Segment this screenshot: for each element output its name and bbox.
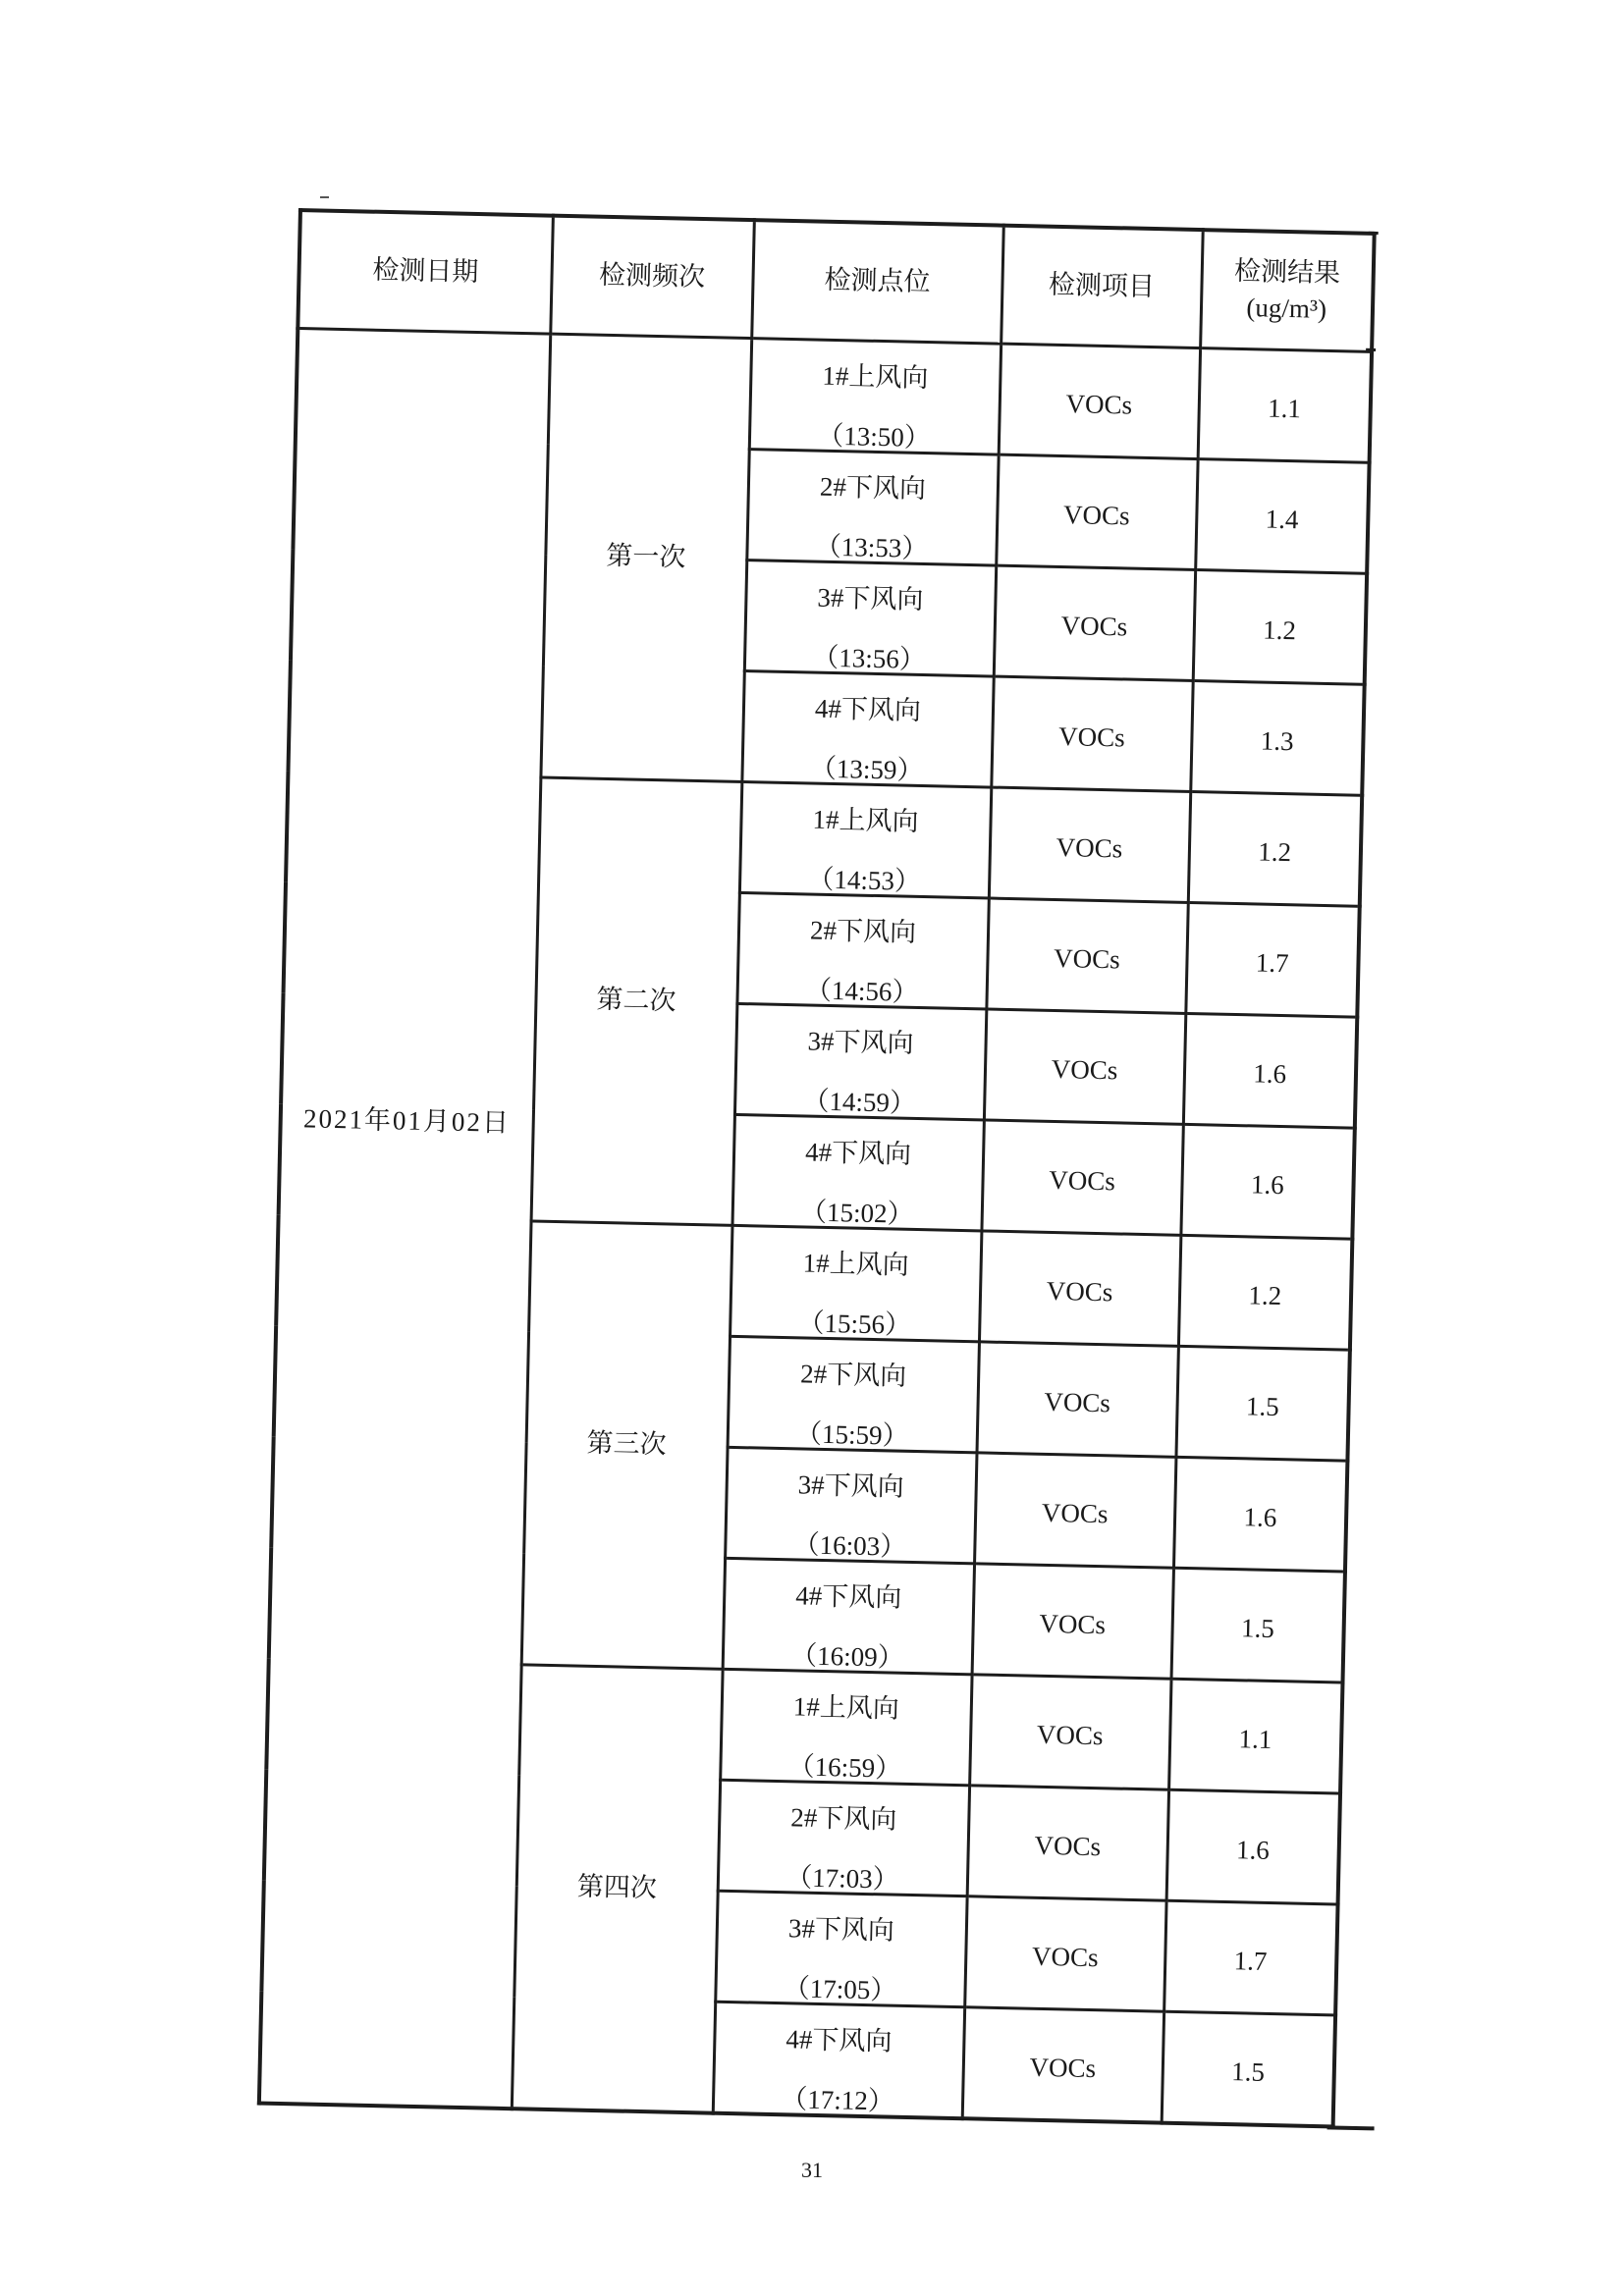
point-time: （14:56） [804,974,919,1007]
point-time: （15:02） [799,1196,914,1229]
item-cell: VOCs [991,676,1192,791]
table-border-extension [1366,348,1376,351]
point-cell [713,2002,964,2118]
point-cell [739,781,991,898]
voc-results-table [257,208,1377,2128]
point-label: 3#下风向 [787,1912,895,1946]
point-time: （15:59） [794,1417,909,1451]
header-result-unit: (ug/m³) [1246,293,1327,325]
header-date: 检测日期 [298,210,553,334]
result-cell: 1.2 [1178,1235,1352,1350]
point-label: 2#下风向 [790,1801,897,1835]
point-cell [720,1669,971,1786]
point-label: 2#下风向 [799,1358,907,1391]
result-cell: 1.6 [1173,1457,1347,1572]
point-label: 4#下风向 [814,693,922,725]
header-item: 检测项目 [1001,226,1203,347]
point-cell [744,560,996,676]
point-time: （17:03） [785,1861,900,1895]
point-cell [749,338,1001,454]
item-cell: VOCs [977,1341,1178,1456]
point-label: 1#上风向 [812,804,919,836]
item-cell: VOCs [989,787,1190,902]
item-cell: VOCs [986,897,1187,1012]
table-border-extension [1327,2125,1375,2130]
table-border-extension [1369,232,1379,235]
point-cell [741,670,993,787]
point-label: 1#上风向 [792,1690,900,1724]
point-label: 1#上风向 [802,1247,909,1280]
item-cell: VOCs [996,454,1197,569]
result-cell: 1.2 [1188,791,1362,906]
point-label: 3#下风向 [797,1468,905,1502]
header-result-label: 检测结果 [1233,255,1341,288]
result-cell: 1.5 [1171,1568,1345,1682]
item-cell: VOCs [972,1563,1173,1678]
result-cell: 1.3 [1190,680,1364,795]
result-cell: 1.5 [1175,1346,1349,1461]
point-time: （14:53） [807,863,922,896]
point-time: （16:03） [792,1528,907,1562]
point-time: （13:50） [816,420,932,453]
result-cell: 1.4 [1195,458,1369,573]
point-time: （16:09） [789,1639,905,1673]
point-cell [728,1336,979,1453]
point-cell [732,1114,984,1231]
result-cell: 1.7 [1164,1900,1337,2015]
point-label: 3#下风向 [807,1026,914,1058]
item-cell: VOCs [969,1674,1170,1789]
frequency-cell: 第二次 [531,777,742,1225]
item-cell: VOCs [974,1452,1175,1567]
frequency-cell: 第一次 [540,334,751,781]
point-cell [736,892,988,1009]
point-cell [723,1558,974,1675]
item-cell: VOCs [979,1230,1180,1345]
item-cell: VOCs [962,2006,1164,2122]
point-cell [746,449,998,565]
item-cell: VOCs [981,1119,1182,1234]
result-cell: 1.5 [1162,2011,1335,2126]
result-cell: 1.7 [1185,902,1359,1017]
result-cell: 1.1 [1168,1679,1342,1793]
point-cell [715,1891,966,2007]
item-cell: VOCs [964,1896,1165,2010]
table-row [296,328,1372,462]
point-label: 1#上风向 [822,360,929,393]
page-number: 31 [801,2158,823,2182]
point-label: 3#下风向 [817,582,924,614]
point-time: （17:05） [783,1972,897,2005]
result-cell: 1.2 [1193,569,1367,684]
item-cell: VOCs [967,1785,1168,1899]
header-frequency: 检测频次 [550,216,754,338]
scan-mark [320,196,329,198]
point-cell [718,1780,969,1896]
point-cell [734,1003,986,1120]
item-cell: VOCs [994,565,1195,680]
header-point: 检测点位 [751,220,1003,344]
point-time: （14:59） [802,1085,917,1118]
point-label: 4#下风向 [804,1136,912,1169]
point-time: （17:12） [781,2083,895,2116]
point-label: 4#下风向 [794,1579,902,1613]
point-time: （16:59） [787,1750,902,1784]
point-time: （13:53） [814,531,929,563]
point-cell [730,1225,981,1342]
point-label: 4#下风向 [785,2023,893,2056]
point-time: （13:59） [809,753,924,785]
result-cell: 1.6 [1180,1124,1354,1239]
point-label: 2#下风向 [819,471,927,504]
result-cell: 1.6 [1183,1013,1357,1128]
item-cell: VOCs [999,344,1200,458]
point-label: 2#下风向 [809,915,917,947]
point-time: （13:56） [812,642,927,674]
point-cell [725,1447,976,1564]
date-cell: 2021年01月02日 [259,328,550,2109]
item-cell: VOCs [984,1008,1185,1123]
result-cell: 1.6 [1166,1789,1340,1904]
table-wrapper [257,208,1373,2128]
result-cell: 1.1 [1198,347,1372,462]
frequency-cell: 第四次 [512,1664,723,2112]
point-time: （15:56） [797,1307,912,1340]
table-header-row [298,210,1374,351]
frequency-cell: 第三次 [521,1220,732,1668]
header-result [1200,230,1375,351]
